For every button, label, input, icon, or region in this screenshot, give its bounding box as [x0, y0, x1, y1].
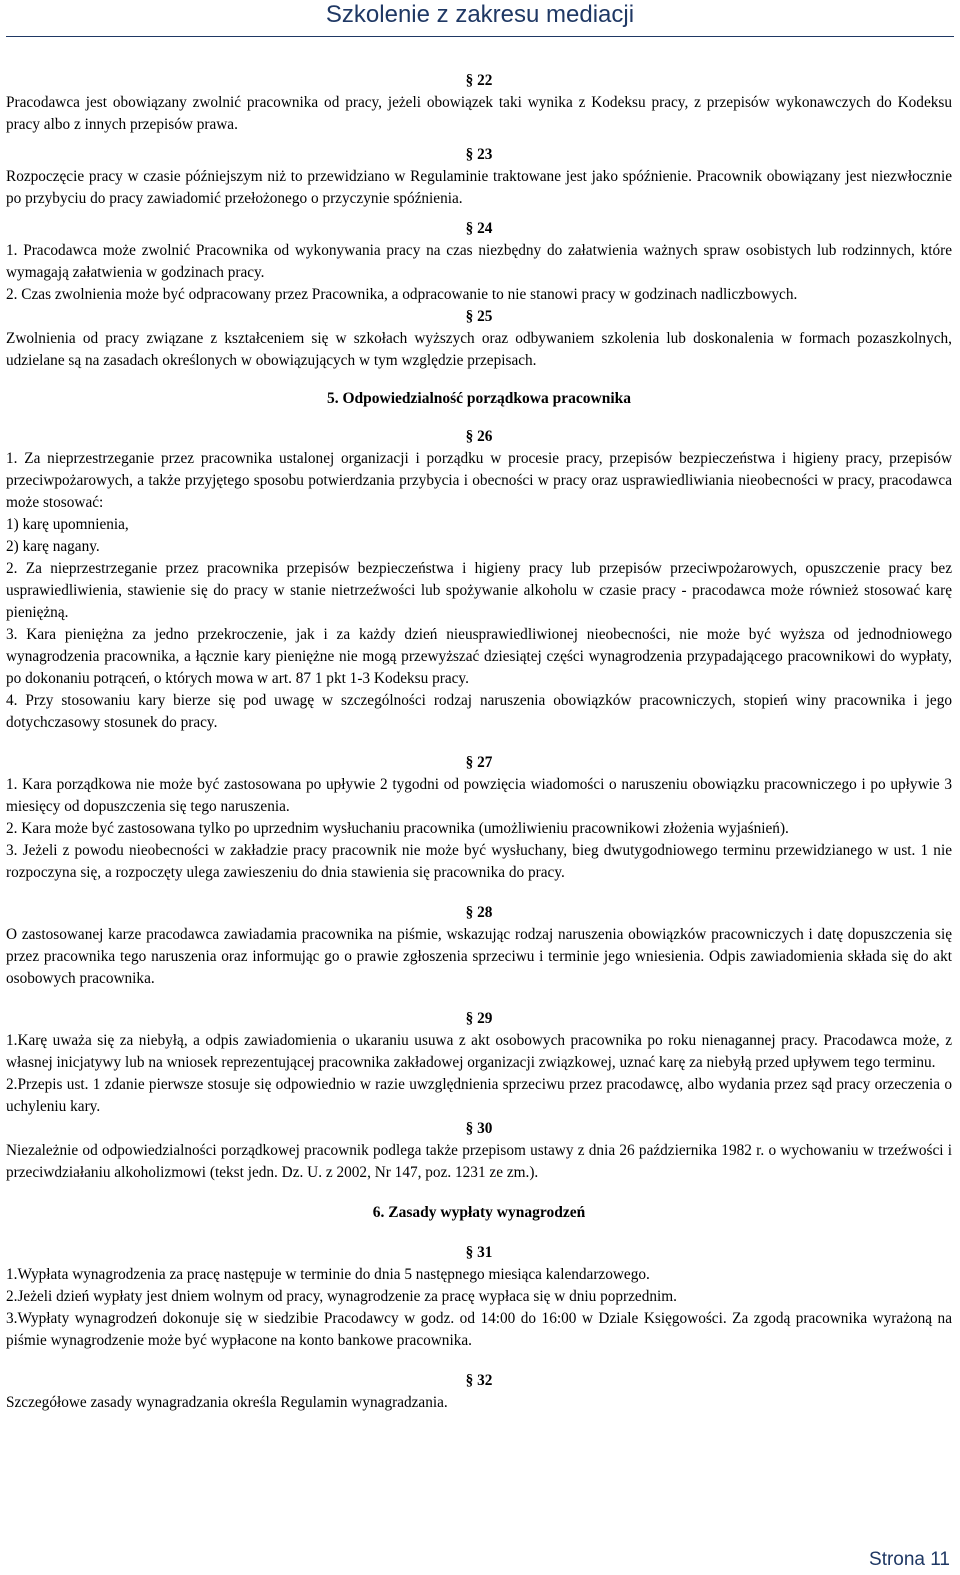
section-text: Niezależnie od odpowiedzialności porządkowej pracownik podlega także przepisom ustawy z dnia 26 października 1982 r. o wychowaniu w trzeźwości i przeciwdziałaniu alkoholizmowi (tekst jedn. Dz. U. z 2002, Nr 147, poz. 1231 ze zm.).	[6, 1142, 952, 1181]
chapter-heading: 6. Zasady wypłaty wynagrodzeń	[372, 1204, 586, 1221]
section-text: 1.Karę uważa się za niebyłą, a odpis zawiadomienia o ukaraniu usuwa z akt osobowych pracownika po roku nienagannej pracy. Pracodawca może, z własnej inicjatywy lub na wniosek reprezentującej pracownika zakładowej organizacji związkowej, uznać karę za niebyłą przed upływem tego terminu.	[6, 1032, 952, 1071]
header-divider	[6, 36, 954, 37]
section-text: 2.Przepis ust. 1 zdanie pierwsze stosuje się odpowiednio w razie uwzględnienia sprzeciwu przez pracodawcę, albo wydania przez sąd pracy orzeczenia o uchyleniu kary.	[6, 1076, 952, 1115]
section-text: Rozpoczęcie pracy w czasie późniejszym niż to przewidziano w Regulaminie traktowane jest jako spóźnienie. Pracownik obowiązany jest niezwłocznie po przybyciu do pracy zawiadomić przełożonego o przyczynie spóźnienia.	[6, 168, 952, 207]
section-number: § 28	[465, 904, 493, 921]
section-number: § 24	[465, 220, 493, 237]
section-number: § 29	[465, 1010, 493, 1027]
section-text: 2. Czas zwolnienia może być odpracowany przez Pracownika, a odpracowanie to nie stanowi pracy w godzinach nadliczbowych.	[6, 286, 798, 303]
section-text: Szczegółowe zasady wynagradzania określa Regulamin wynagradzania.	[6, 1394, 448, 1411]
section-text: 4. Przy stosowaniu kary bierze się pod uwagę w szczególności rodzaj naruszenia obowiązków pracowniczych, stopień winy pracownika i jego dotychczasowy stosunek do pracy.	[6, 692, 952, 731]
section-text: Zwolnienia od pracy związane z kształceniem się w szkołach wyższych oraz odbywaniem szkolenia lub doskonalenia w formach pozaszkolnych, udzielane są na zasadach określonych w obowiązujących w tym względzie przepisach.	[6, 330, 952, 369]
section-text: 2) karę nagany.	[6, 538, 100, 555]
section-text: 3.Wypłaty wynagrodzeń dokonuje się w siedzibie Pracodawcy w godz. od 14:00 do 16:00 w Dziale Księgowości. Za zgodą pracownika wyrażoną na piśmie wynagrodzenie może być wypłacone na konto bankowe pracownika.	[6, 1310, 952, 1349]
header-title: Szkolenie z zakresu mediacji	[325, 1, 635, 28]
document-body	[6, 70, 952, 1414]
section-number: § 30	[465, 1120, 493, 1137]
section-text: 2. Kara może być zastosowana tylko po uprzednim wysłuchaniu pracownika (umożliwieniu pracownikowi złożenia wyjaśnień).	[6, 820, 789, 837]
section-number: § 27	[465, 754, 493, 771]
page-number: Strona 11	[869, 1549, 950, 1570]
section-number: § 22	[465, 72, 493, 89]
section-text: 3. Jeżeli z powodu nieobecności w zakładzie pracy pracownik nie może być wysłuchany, bieg dwutygodniowego terminu przewidzianego w ust. 1 nie rozpoczyna się, a rozpoczęty ulega zawieszeniu do dnia stawienia się pracownika do pracy.	[6, 842, 952, 881]
section-text: 1) karę upomnienia,	[6, 516, 129, 533]
section-text: 3. Kara pieniężna za jedno przekroczenie, jak i za każdy dzień nieusprawiedliwionej nieobecności, nie może być wyższa od jednodniowego wynagrodzenia pracownika, a łącznie kary pieniężne nie mogą przewyższać dziesiątej części wynagrodzenia przypadającego pracownikowi do wypłaty, po dokonaniu potrąceń, o których mowa w art. 87 1 pkt 1-3 Kodeksu pracy.	[6, 626, 952, 687]
section-text: 1.Wypłata wynagrodzenia za pracę następuje w terminie do dnia 5 następnego miesiąca kalendarzowego.	[6, 1266, 650, 1283]
section-number: § 31	[465, 1244, 493, 1261]
page-header	[0, 0, 960, 38]
section-text: 2. Za nieprzestrzeganie przez pracownika przepisów bezpieczeństwa i higieny pracy lub przepisów przeciwpożarowych, opuszczenie pracy bez usprawiedliwienia, stawienie się do pracy w stanie nietrzeźwości lub spożywanie alkoholu w czasie pracy - pracodawca może również stosować karę pieniężną.	[6, 560, 952, 621]
chapter-heading: 5. Odpowiedzialność porządkowa pracownika	[326, 390, 631, 407]
section-text: 1. Za nieprzestrzeganie przez pracownika ustalonej organizacji i porządku w procesie pracy, przepisów bezpieczeństwa i higieny pracy, przepisów przeciwpożarowych, a także przyjętego sposobu potwierdzania przybycia i obecności w pracy oraz usprawiedliwiania nieobecności w pracy, pracodawca może stosować:	[6, 450, 952, 511]
section-number: § 25	[465, 308, 493, 325]
section-text: O zastosowanej karze pracodawca zawiadamia pracownika na piśmie, wskazując rodzaj naruszenia obowiązków pracowniczych i datę dopuszczenia się przez pracownika tego naruszenia oraz informując go o prawie zgłoszenia sprzeciwu i terminie jego wniesienia. Odpis zawiadomienia składa się do akt osobowych pracownika.	[6, 926, 952, 987]
section-text: 1. Kara porządkowa nie może być zastosowana po upływie 2 tygodni od powzięcia wiadomości o naruszeniu obowiązku pracowniczego i po upływie 3 miesięcy od dopuszczenia się tego naruszenia.	[6, 776, 952, 815]
section-text: 1. Pracodawca może zwolnić Pracownika od wykonywania pracy na czas niezbędny do załatwienia ważnych spraw osobistych lub rodzinnych, które wymagają załatwienia w godzinach pracy.	[6, 242, 952, 281]
section-number: § 23	[465, 146, 493, 163]
section-number: § 26	[465, 428, 493, 445]
section-text: Pracodawca jest obowiązany zwolnić pracownika od pracy, jeżeli obowiązek taki wynika z Kodeksu pracy, z przepisów wykonawczych do Kodeksu pracy albo z innych przepisów prawa.	[6, 94, 952, 133]
section-number: § 32	[465, 1372, 493, 1389]
section-text: 2.Jeżeli dzień wypłaty jest dniem wolnym od pracy, wynagrodzenie za pracę wypłaca się w dniu poprzednim.	[6, 1288, 677, 1305]
